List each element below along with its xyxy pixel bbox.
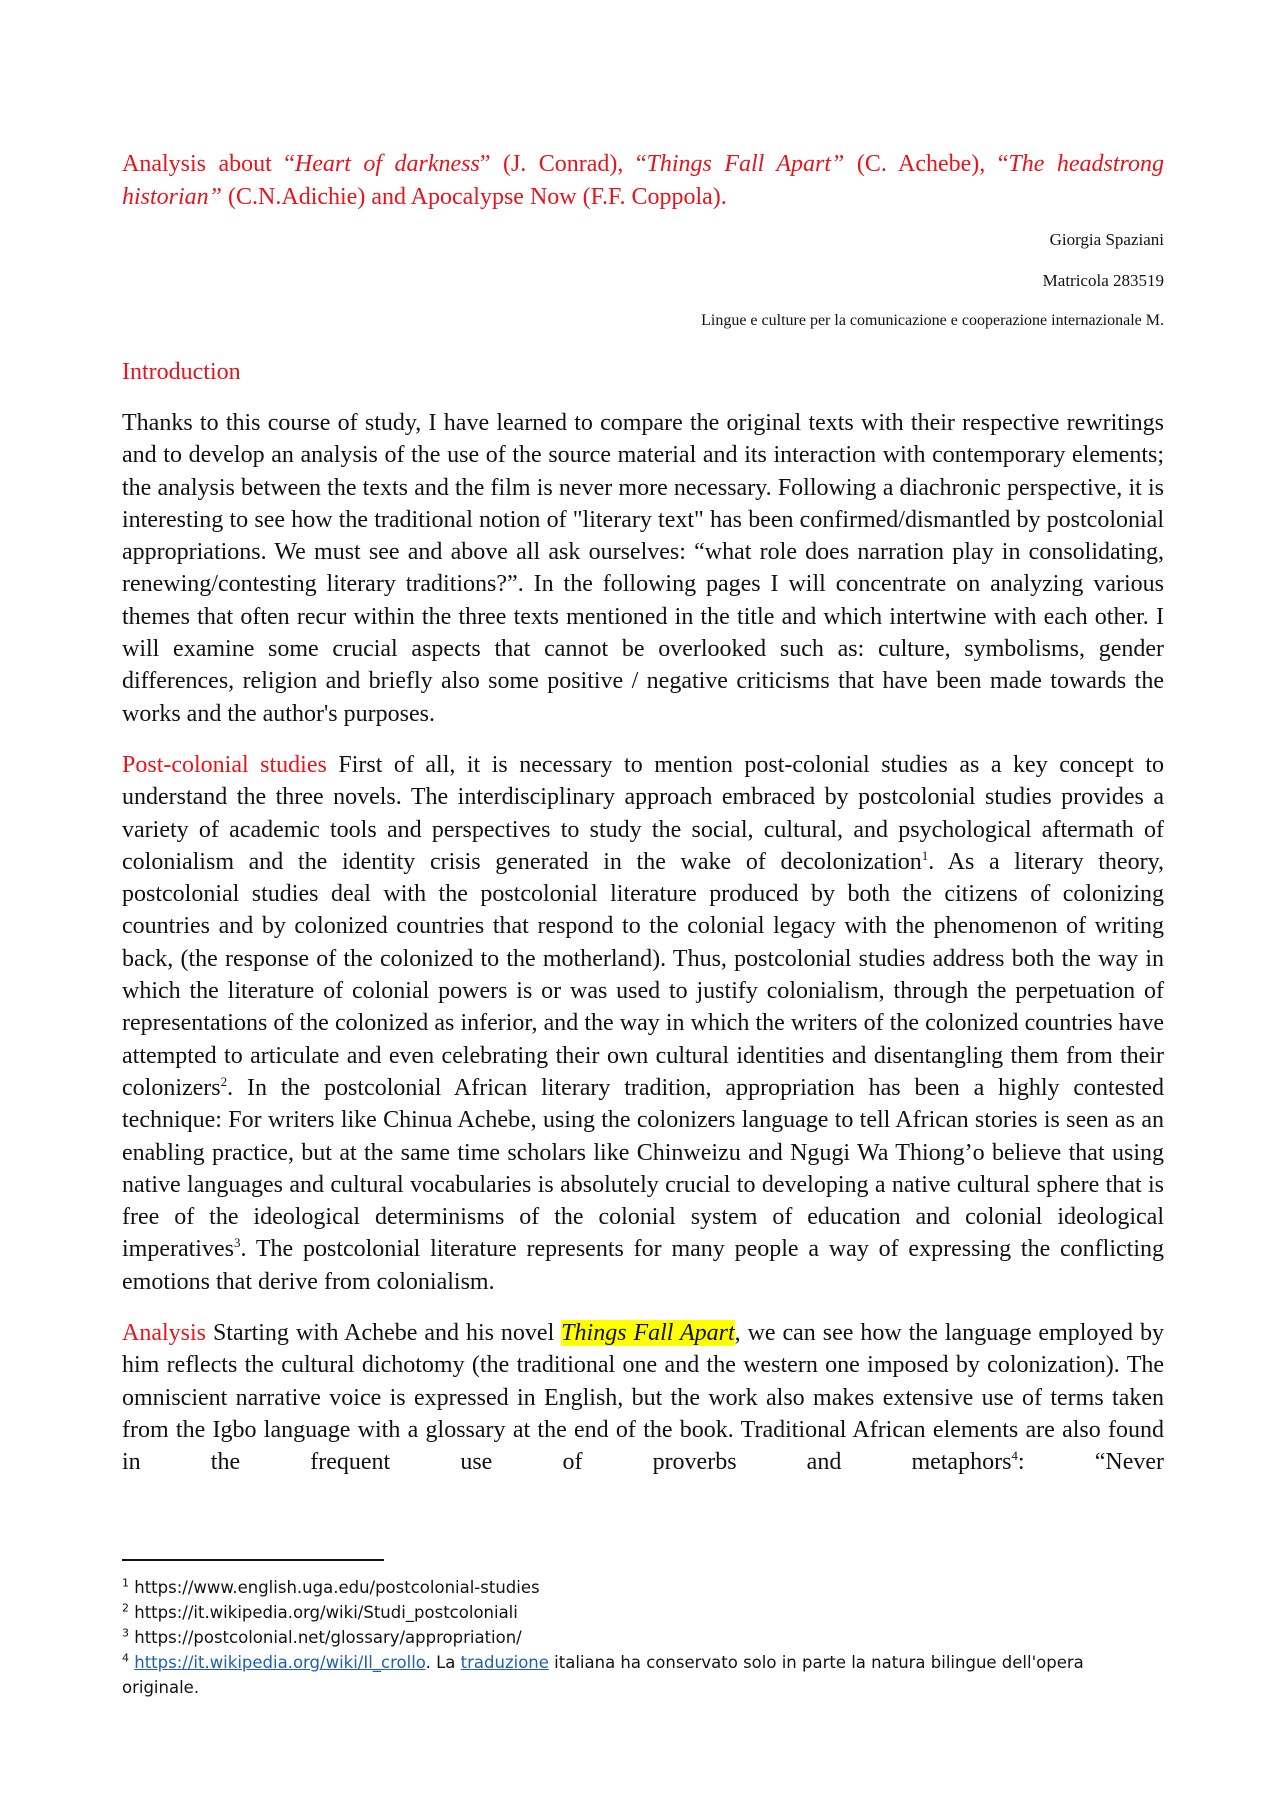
title-part: (C.N.Adichie) and Apocalypse Now (F.F. Coppola). [222,184,727,210]
footnote-number: 1 [122,1576,129,1590]
footnote-3 [122,1625,1164,1650]
title-work-headstrong-historian: The headstrong historian” [122,151,1164,210]
student-id: Matricola 283519 [1042,271,1164,290]
footnote-number: 3 [122,1626,129,1640]
title-part: (C. Achebe), “ [844,151,1009,177]
paragraph-text: First of all, it is necessary to mention post-colonial studies as a key concept to understand the three novels. The interdisciplinary approach embraced by postcolonial studies provides a variety of academic tools and perspectives to study the social, cultural, and psychological aftermath of colonialism and the identity crisis generated in the wake of decolonization [122,751,1165,875]
footnote-ref-1[interactable]: 1 [921,847,929,863]
title-work-heart-of-darkness: Heart of darkness [294,151,480,177]
paragraph-text: . As a literary theory, postcolonial studies deal with the postcolonial literature produced by both the citizens of colonizing countries and by colonized countries that respond to the colonial legacy with the phenomenon of writing back, (the response of the colonized to the motherland). Thus, postcolonial studies address both the way in which the literature of colonial powers is or was used to justify colonialism, through the perpetuation of representations of the colonized as inferior, and the way in which the writers of the colonized countries have attempted to articulate and even celebrating their own cultural identities and disentangling them from their colonizers [122,848,1165,1101]
paragraph-text: , we can see how the language employed by him reflects the cultural dichotomy (the traditional one and the western one imposed by colonization). The omniscient narrative voice is expressed in English, but the work also makes extensive use of terms taken from the Igbo language with a glossary at the end of the book. Traditional African elements are also found in the frequent use of proverbs and metaphors [122,1320,1164,1476]
footnote-text: https://postcolonial.net/glossary/appropriation/ [129,1628,522,1647]
post-colonial-heading: Post-colonial studies [122,751,327,778]
footnote-text: . La [425,1653,461,1672]
footnote-text: https://it.wikipedia.org/wiki/Studi_postcoloniali [129,1603,518,1622]
title-part: ” (J. Conrad), “ [479,151,647,177]
footnote-ref-2[interactable]: 2 [220,1073,228,1089]
introduction-heading: Introduction [122,359,241,385]
footnote-link-traduzione[interactable]: traduzione [460,1653,549,1672]
footnote-separator [122,1559,384,1561]
author-name: Giorgia Spaziani [1049,230,1164,249]
introduction-paragraph: Thanks to this course of study, I have learned to compare the original texts with their respective rewritings and to develop an analysis of the use of the source material and its interaction with contemporary elements; the analysis between the texts and the film is never more necessary. Following a diachronic perspective, it is interesting to see how the traditional notion of "literary text" has been confirmed/dismantled by postcolonial appropriations. We must see and above all ask ourselves: “what role does narration play in consolidating, renewing/contesting literary traditions?”. In the following pages I will concentrate on analyzing various themes that often recur within the three texts mentioned in the title and which intertwine with each other. I will examine some crucial aspects that cannot be overlooked such as: culture, symbolisms, gender differences, religion and briefly also some positive / negative criticisms that have been made towards the works and the author's purposes. [122,410,1164,727]
footnote-ref-4[interactable]: 4 [1011,1448,1018,1464]
footnote-text: https://www.english.uga.edu/postcolonial-studies [129,1578,540,1597]
course-name: Lingue e culture per la comunicazione e cooperazione internazionale M. [701,312,1164,329]
analysis-heading: Analysis [122,1320,206,1347]
post-colonial-paragraph [122,749,1164,1298]
highlighted-title: Things Fall Apart [561,1320,735,1347]
footnote-2 [122,1600,1164,1625]
footnote-link-wikipedia[interactable]: https://it.wikipedia.org/wiki/Il_crollo [134,1653,426,1672]
title-part: Analysis about “ [122,151,295,177]
footnote-ref-3[interactable]: 3 [233,1235,241,1251]
paragraph-text: : “Never [1017,1449,1164,1476]
paragraph-text: . The postcolonial literature represents for many people a way of expressing the conflicting emotions that derive from colonialism. [122,1236,1164,1295]
footnote-text: italiana ha conservato solo in parte la natura bilingue dell'opera originale. [122,1653,1084,1697]
title-work-things-fall-apart: Things Fall Apart” [646,151,845,177]
paragraph-text: Starting with Achebe and his novel [206,1320,562,1347]
footnotes [122,1559,1164,1700]
document-body [122,148,1164,1479]
document-title [122,148,1164,214]
paragraph-text: . In the postcolonial African literary tradition, appropriation has been a highly contested technique: For writers like Chinua Achebe, using the colonizers language to tell African stories is seen as an enabling practice, but at the same time scholars like Chinweizu and Ngugi Wa Thiong’o believe that using native languages and cultural vocabularies is absolutely crucial to developing a native cultural sphere that is free of the ideological determinisms of the colonial system of education and colonial ideological imperatives [122,1074,1164,1263]
footnote-4 [122,1650,1164,1700]
analysis-paragraph [122,1317,1164,1478]
footnote-number: 4 [122,1651,129,1665]
footnote-number: 2 [122,1601,129,1615]
footnote-1 [122,1575,1164,1600]
